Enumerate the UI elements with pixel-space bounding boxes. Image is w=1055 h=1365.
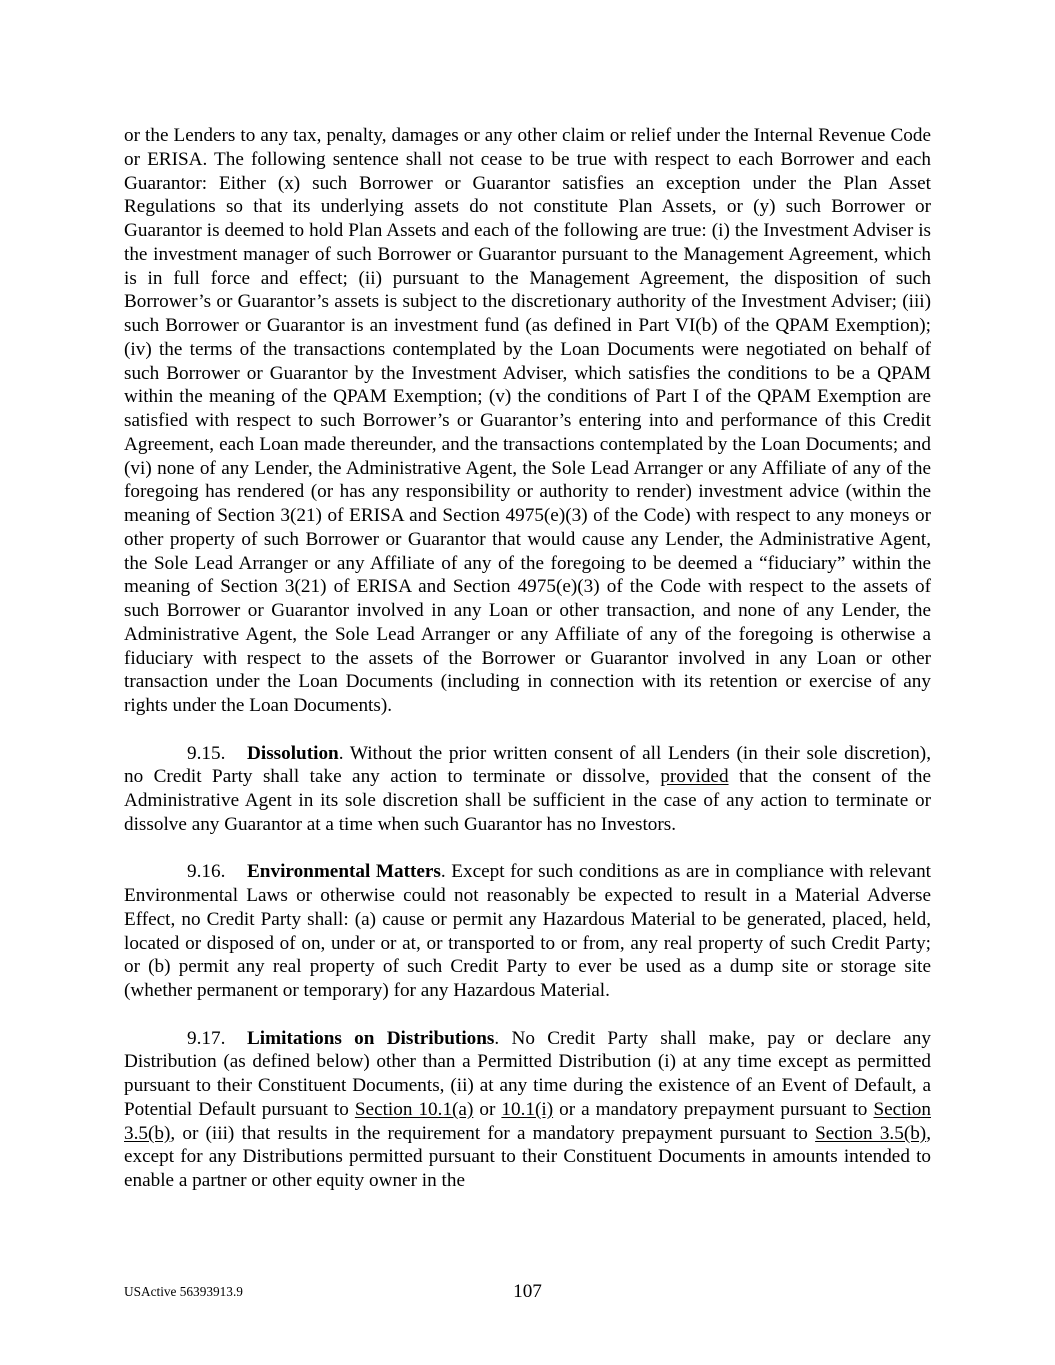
section-reference-link[interactable]: Section 10.1(a) (354, 1098, 474, 1120)
section-number: 9.15. (187, 742, 226, 764)
section-heading: Dissolution (247, 742, 339, 764)
section-text: . Without the prior written consent of all Lenders (in their sole discretion), no Credit Party shall take any action to terminate or dissolve, (124, 742, 931, 788)
section-text: or (473, 1098, 502, 1120)
section-heading: Limitations on Distributions (247, 1027, 495, 1049)
document-id: USActive 56393913.9 (124, 1284, 243, 1299)
section-text: . Except for such conditions as are in compliance with relevant Environmental Laws or otherwise could not reasonably be expected to result in a Material Adverse Effect, no Credit Party shall: (a) cause or permit any Hazardous Material to be generated, placed, held, located or disposed of on, under or at, or transported to or from, any real property of such Credit Party; or (b) permit any real property of such Credit Party to ever be used as a dump site or storage site (whether permanent or temporary) for any Hazardous Material. (124, 861, 931, 1001)
provided-term: provided (660, 766, 729, 788)
section-text: that the consent of the Administrative Agent in its sole discretion shall be sufficient in the case of any action to terminate or dissolve any Guarantor at a time when such Guarantor has no Investors. (124, 766, 931, 835)
section-text: , except for any Distributions permitted pursuant to their Constituent Documents in amounts intended to enable a partner or other equity owner in the (124, 1122, 931, 1191)
section-9-16 (124, 860, 931, 1003)
section-heading: Environmental Matters (247, 861, 441, 883)
section-9-15 (124, 742, 931, 837)
section-reference-link[interactable]: Section 3.5(b) (815, 1122, 927, 1144)
document-body (124, 124, 931, 1193)
section-number: 9.16. (187, 861, 226, 883)
section-text: , or (iii) that results in the requirement for a mandatory prepayment pursuant to (170, 1122, 816, 1144)
section-reference-link[interactable]: Section 3.5(b) (124, 1098, 931, 1144)
erisa-continuation-paragraph: or the Lenders to any tax, penalty, damages or any other claim or relief under the Internal Revenue Code or ERISA. The following sentence shall not cease to be true with respect to each Borrower and each Guarantor: Either (x) such Borrower or Guarantor satisfies an exception under the Plan Asset Regulations so that its underlying assets do not constitute Plan Assets, or (y) such Borrower or Guarantor is deemed to hold Plan Assets and each of the following are true: (i) the Investment Adviser is the investment manager of such Borrower or Guarantor pursuant to the Management Agreement, which is in full force and effect; (ii) pursuant to the Management Agreement, the disposition of such Borrower’s or Guarantor’s assets is subject to the discretionary authority of the Investment Adviser; (iii) such Borrower or Guarantor is an investment fund (as defined in Part VI(b) of the QPAM Exemption); (iv) the terms of the transactions contemplated by the Loan Documents were negotiated on behalf of such Borrower or Guarantor by the Investment Adviser, which satisfies the conditions to be a QPAM within the meaning of the QPAM Exemption; (v) the conditions of Part I of the QPAM Exemption are satisfied with respect to such Borrower’s or Guarantor’s entering into and performance of this Credit Agreement, each Loan made thereunder, and the transactions contemplated by the Loan Documents; and (vi) none of any Lender, the Administrative Agent, the Sole Lead Arranger or any Affiliate of any of the foregoing has rendered (or has any responsibility or authority to render) investment advice (within the meaning of Section 3(21) of ERISA and Section 4975(e)(3) of the Code) with respect to any moneys or other property of such Borrower or Guarantor that would cause any Lender, the Administrative Agent, the Sole Lead Arranger or any Affiliate of any of the foregoing to be deemed a “fiduciary” within the meaning of Section 3(21) of ERISA and Section 4975(e)(3) of the Code with respect to the assets of such Borrower or Guarantor involved in any Loan or other transaction, and none of any Lender, the Administrative Agent, the Sole Lead Arranger or any Affiliate of any of the foregoing is otherwise a fiduciary with respect to the assets of the Borrower or Guarantor involved in any Loan or other transaction under the Loan Documents (including in connection with its retention or exercise of any rights under the Loan Documents). (124, 125, 931, 716)
section-text: . No Credit Party shall make, pay or declare any Distribution (as defined below) other than a Permitted Distribution (i) at any time except as permitted pursuant to their Constituent Documents, (ii) at any time during the existence of an Event of Default, a Potential Default pursuant to (124, 1027, 931, 1120)
page-number: 107 (513, 1281, 542, 1302)
section-reference-link[interactable]: 10.1(i) (501, 1098, 554, 1120)
section-text: or a mandatory prepayment pursuant to (553, 1098, 874, 1120)
section-number: 9.17. (187, 1027, 226, 1049)
section-9-17 (124, 1027, 931, 1193)
